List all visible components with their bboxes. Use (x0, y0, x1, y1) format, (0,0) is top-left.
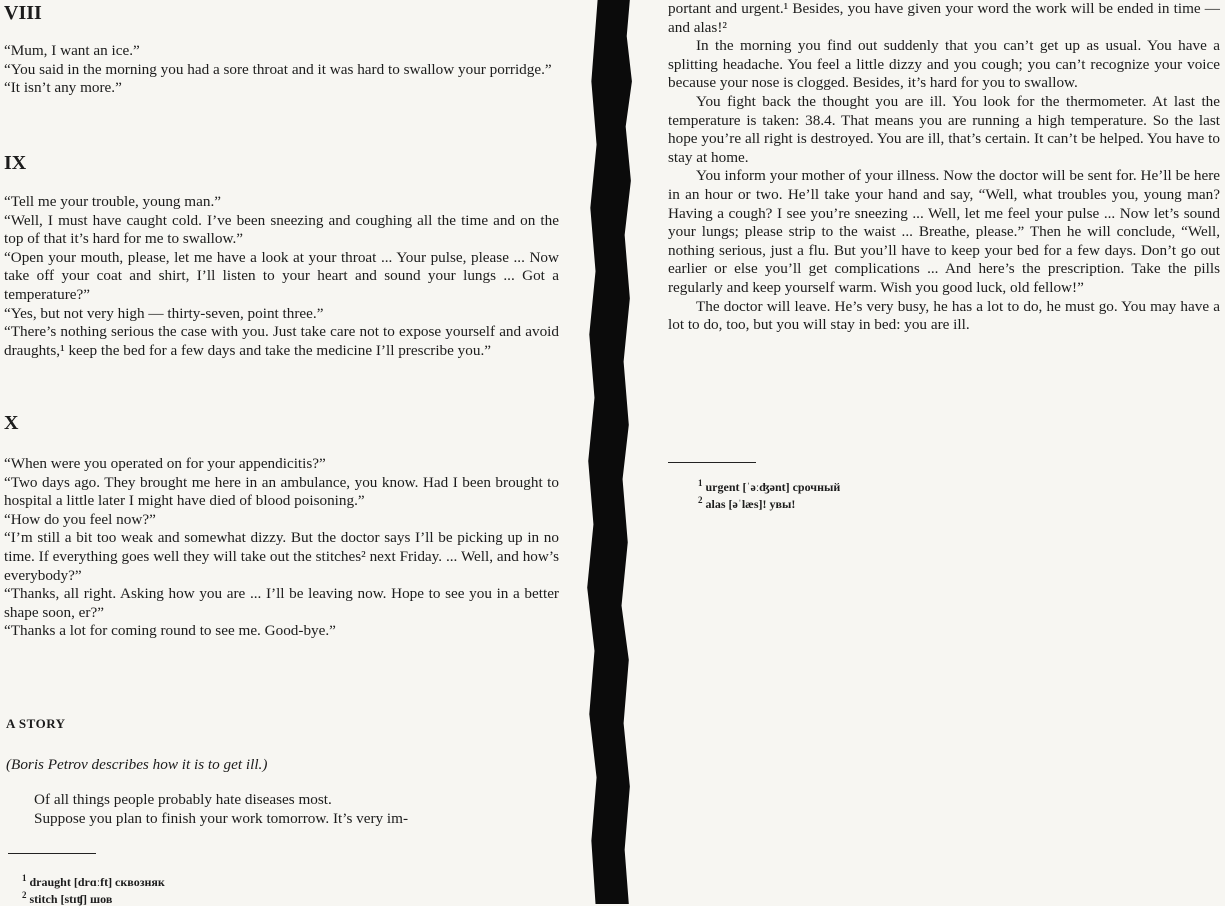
dialogue-line: “When were you operated on for your appendicitis?” (4, 455, 326, 472)
dialogue-line: “Mum, I want an ice.” (4, 42, 140, 59)
footnote: $^2$ alas [əˈlæs]! увы! (698, 495, 796, 511)
footnote-rule (668, 462, 756, 463)
footnote: $^1$ urgent [ˈəːʤənt] срочный (698, 478, 841, 494)
dialogue-line: “It isn’t any more.” (4, 79, 122, 97)
dialogue-line: “How do you feel now?” (4, 510, 156, 528)
story-paragraph: You fight back the thought you are ill. You look for the thermometer. At last the temperature is taken: 38.4. That means you are running a high temperature. So the last hope you’re all right is destroyed. You are ill, that’s certain. It can’t be helped. You have to stay at home. (668, 92, 1220, 166)
story-body (6, 791, 559, 828)
story-paragraph: In the morning you find out suddenly that you can’t get up as usual. You have a splitting headache. You feel a little dizzy and you cough; you can’t recognize your voice because your nose is clogged. Besides, it’s hard for you to swallow. (668, 37, 1220, 92)
dialogue-line: “You said in the morning you had a sore throat and it was hard to swallow your porridge.” (4, 60, 552, 78)
footnotes (22, 872, 577, 906)
story-paragraph: portant and urgent.¹ Besides, you have given your word the work will be ended in time — and alas!² (668, 0, 1220, 36)
book-spine-shadow (582, 0, 634, 904)
footnote-rule (8, 853, 96, 854)
footnote: $^2$ stitch [stɪʧ] шов (22, 890, 113, 906)
section-heading-viii: VIII (4, 2, 42, 24)
section-heading-ix: IX (4, 152, 27, 174)
dialogue-line: “I’m still a bit too weak and somewhat dizzy. But the doctor says I’ll be picking up in no time. If everything goes well they will take out the stitches² next Friday. ... Well, and how’s everybody?” (4, 529, 559, 584)
footnotes (698, 477, 1098, 511)
story-paragraph: Suppose you plan to finish your work tomorrow. It’s very im- (34, 809, 409, 827)
section-ix-body (4, 193, 559, 360)
section-x-body (4, 455, 559, 641)
story-paragraph: You inform your mother of your illness. Now the doctor will be sent for. He’ll be here in an hour or two. He’ll take your hand and say, “Well, what troubles you, young man? Having a cough? I see you’re sneezing ... Well, let me feel your pulse ... Now let’s sound your lungs; please strip to the waist ... Breathe, please.” Then he will conclude, “Well, nothing serious, just a flu. But you’ll have to keep your bed for a few days. Don’t go out earlier or else you’ll get complications ... And here’s the prescription. Take the pills regularly and keep yourself warm. Wish you good luck, old fellow!” (668, 167, 1220, 296)
right-page-text (668, 0, 1220, 335)
section-heading-x: X (4, 412, 19, 434)
story-paragraph: Of all things people probably hate diseases most. (34, 791, 332, 808)
dialogue-line: “Thanks, all right. Asking how you are ... I’ll be leaving now. Hope to see you in a better shape soon, er?” (4, 585, 559, 621)
story-paragraph: The doctor will leave. He’s very busy, he has a lot to do, he must go. You may have a lot to do, too, but you will stay in bed: you are ill. (668, 297, 1220, 334)
dialogue-line: “Thanks a lot for coming round to see me. Good-bye.” (4, 622, 336, 640)
dialogue-line: “Yes, but not very high — thirty-seven, point three.” (4, 304, 324, 322)
section-viii-body (4, 42, 559, 98)
dialogue-line: “There’s nothing serious the case with you. Just take care not to expose yourself and avoid draughts,¹ keep the bed for a few days and take the medicine I’ll prescribe you.” (4, 323, 559, 359)
left-page (0, 0, 585, 904)
footnote: $^1$ draught [drɑːft] сквозняк (22, 873, 165, 889)
dialogue-line: “Open your mouth, please, let me have a look at your throat ... Your pulse, please ... Now take off your coat and shirt, I’ll listen to your heart and sound your lungs ... Got a temperature?” (4, 248, 559, 303)
dialogue-line: “Two days ago. They brought me here in an ambulance, you know. Had I been brought to hospital a little later I might have died of blood poisoning.” (4, 473, 559, 510)
story-title: A STORY (6, 716, 66, 731)
dialogue-line: “Tell me your trouble, young man.” (4, 193, 221, 210)
dialogue-line: “Well, I must have caught cold. I’ve been sneezing and coughing all the time and on the top of that it’s hard for me to swallow.” (4, 211, 559, 248)
story-subtitle: (Boris Petrov describes how it is to get ill.) (6, 756, 268, 773)
